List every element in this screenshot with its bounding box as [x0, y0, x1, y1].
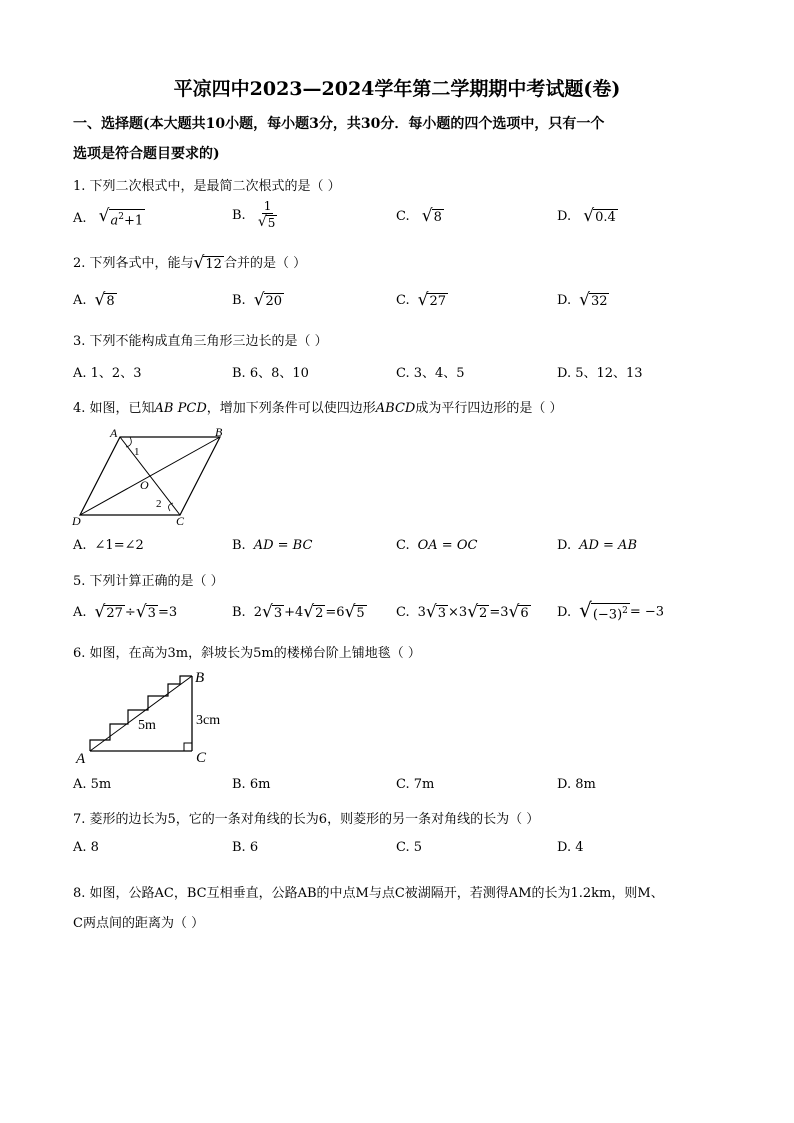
fig4-angle-1: 1	[134, 446, 140, 458]
q6-option-c: C. 7m	[396, 777, 435, 792]
q4-option-d: D. AD = AB	[557, 538, 638, 553]
fig4-label-c: C	[176, 514, 185, 528]
question-1-stem: 1. 下列二次根式中，是最简二次根式的是（ ）	[73, 179, 341, 194]
fig6-label-c: C	[196, 750, 207, 766]
q5-option-b: B. 2 √ 3 +4 √ 2 =6 √ 5	[232, 602, 365, 622]
section-heading-line2: 选项是符合题目要求的)	[73, 146, 220, 162]
q4-option-b: B. AD = BC	[232, 538, 313, 553]
q6-option-b: B. 6m	[232, 777, 271, 792]
question-6-stem: 6. 如图，在高为3m，斜坡长为5m的楼梯台阶上铺地毯（ ）	[73, 646, 421, 661]
fig4-angle-2: 2	[156, 498, 162, 510]
q2-option-b: B. √ 20	[232, 290, 283, 310]
q6-option-d: D. 8m	[557, 777, 596, 792]
q4-option-c: C. OA = OC	[396, 538, 478, 553]
parallelogram-figure	[70, 425, 235, 530]
q3-option-c: C. 3、4、5	[396, 366, 465, 381]
q2-option-c: C. √ 27	[396, 290, 447, 310]
question-5-stem: 5. 下列计算正确的是（ ）	[73, 574, 224, 589]
question-7-stem: 7. 菱形的边长为5，它的一条对角线的长为6，则菱形的另一条对角线的长为（ ）	[73, 812, 540, 827]
fig4-label-a: A	[110, 426, 118, 440]
question-3-stem: 3. 下列不能构成直角三角形三边长的是（ ）	[73, 334, 328, 349]
fig4-label-d: D	[72, 514, 81, 528]
fig4-label-o: O	[140, 478, 149, 492]
q1-option-d: D. √ 0.4	[557, 206, 616, 226]
q2-option-d: D. √ 32	[557, 290, 608, 310]
section-heading-line1: 一、选择题(本大题共10小题，每小题3分，共30分．每小题的四个选项中，只有一个	[73, 116, 605, 132]
question-8-stem-line2: C两点间的距离为（ ）	[73, 916, 205, 931]
question-2-stem: 2. 下列各式中，能与 √ 12 合并的是（ ）	[73, 253, 307, 273]
q5-option-d: D. √ $(-3)^2$ = −3	[557, 598, 665, 623]
q7-option-b: B. 6	[232, 840, 259, 855]
q3-option-d: D. 5、12、13	[557, 366, 643, 381]
q1-option-a: A. √ $a^2+1$	[73, 206, 144, 229]
q2-option-a: A. √ 8	[73, 290, 115, 310]
q3-option-b: B. 6、8、10	[232, 366, 309, 381]
question-4-stem: 4. 如图，已知AB PCD，增加下列条件可以使四边形ABCD成为平行四边形的是（ ）	[73, 401, 563, 416]
q6-option-a: A. 5m	[73, 777, 112, 792]
question-8-stem-line1: 8. 如图，公路AC，BC互相垂直，公路AB的中点M与点C被湖隔开，若测得AM的长为1.2km，则M、	[73, 886, 664, 901]
fig6-label-a: A	[76, 751, 86, 767]
fig6-slope-label: 5m	[138, 718, 156, 733]
q7-option-d: D. 4	[557, 840, 584, 855]
staircase-figure	[70, 668, 240, 768]
fig4-label-b: B	[215, 425, 223, 439]
q5-option-a: A. √ 27 ÷ √ 3 =3	[73, 602, 178, 622]
q4-option-a: A. ∠1=∠2	[73, 538, 144, 553]
q7-option-c: C. 5	[396, 840, 423, 855]
fig6-label-b: B	[195, 670, 205, 686]
q1-option-c: C. √ 8	[396, 206, 442, 226]
fig6-height-label: 3cm	[196, 713, 221, 728]
q5-option-c: C. 3 √ 3 ×3 √ 2 =3 √ 6	[396, 602, 529, 622]
q3-option-a: A. 1、2、3	[73, 366, 142, 381]
q1-option-b: B. 1 √ 5	[232, 199, 276, 230]
page-title: 平凉四中2023—2024学年第二学期期中考试题(卷)	[173, 78, 621, 100]
q7-option-a: A. 8	[73, 840, 99, 855]
